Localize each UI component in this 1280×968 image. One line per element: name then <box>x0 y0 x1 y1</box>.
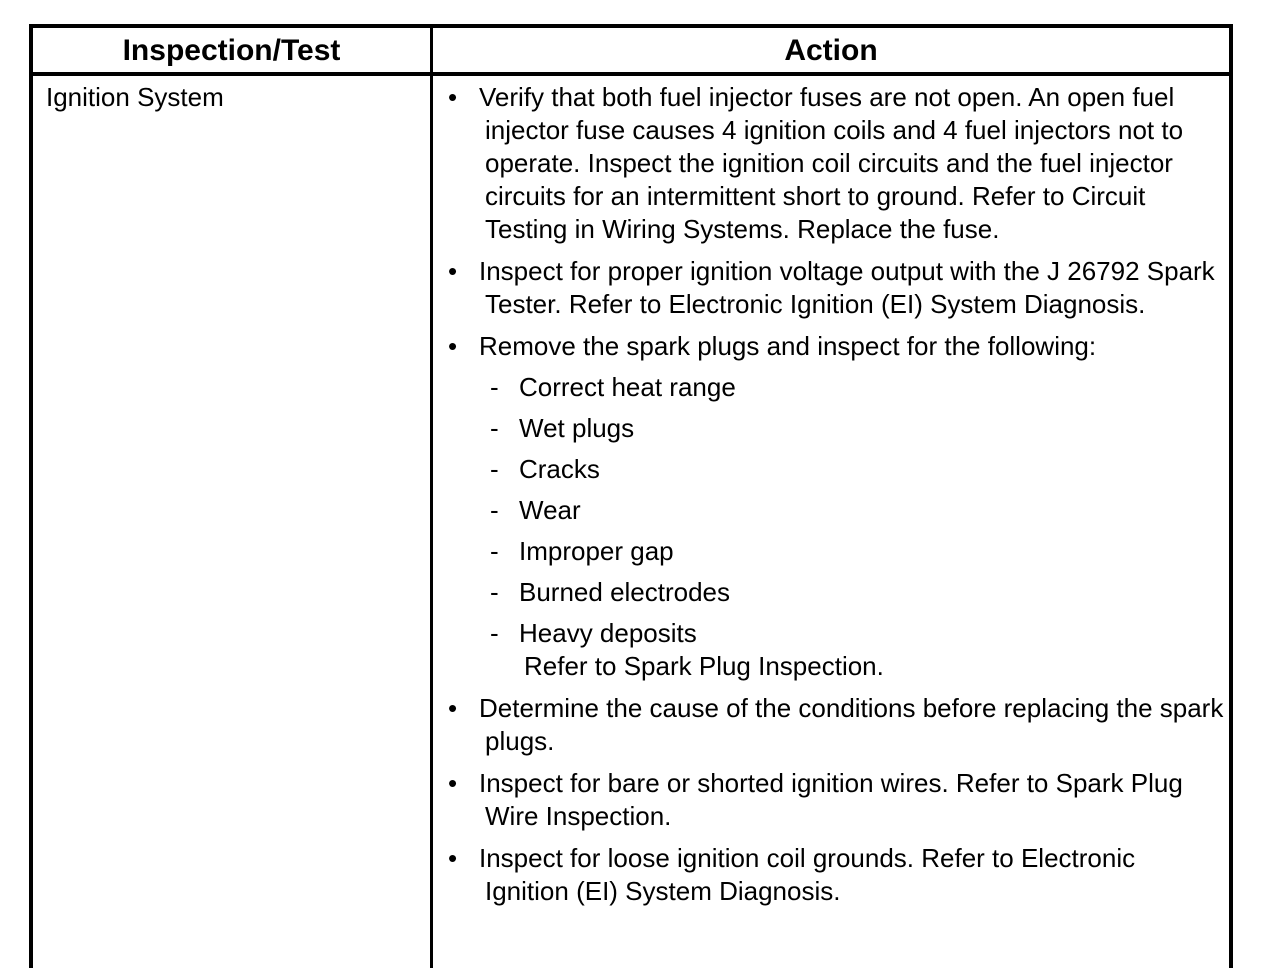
dash-icon: - <box>490 413 499 443</box>
sub-item-text: Cracks <box>519 454 600 484</box>
dash-icon: - <box>490 577 499 607</box>
sub-list <box>479 371 1226 650</box>
sub-item-text: Wet plugs <box>519 413 635 443</box>
header-action: Action <box>784 34 878 67</box>
dash-icon: - <box>490 454 499 484</box>
bullet-icon: • <box>448 768 458 798</box>
dash-icon: - <box>490 536 499 566</box>
action-item-text: Determine the cause of the conditions before replacing the spark plugs. <box>479 693 1224 756</box>
sub-item-text: Heavy deposits <box>519 618 697 648</box>
sub-item <box>484 412 1226 445</box>
column-divider <box>430 28 433 968</box>
dash-icon: - <box>490 495 499 525</box>
action-item <box>446 692 1226 758</box>
sub-item <box>484 535 1226 568</box>
bullet-icon: • <box>448 693 458 723</box>
action-item-text: Remove the spark plugs and inspect for the following: <box>479 331 1097 361</box>
action-item-text: Inspect for bare or shorted ignition wires. Refer to Spark Plug Wire Inspection. <box>479 768 1183 831</box>
bullet-icon: • <box>448 82 458 112</box>
sub-item-text: Wear <box>519 495 581 525</box>
bullet-icon: • <box>448 331 458 361</box>
bullet-icon: • <box>448 843 458 873</box>
diagnostic-table <box>29 24 1233 968</box>
action-item-text: Verify that both fuel injector fuses are not open. An open fuel injector fuse causes 4 ignition coils and 4 fuel injectors not to operate. Inspect the ignition coil circuits and the fuel injector circuits for an intermittent short to ground. Refer to Circuit Testing in Wiring Systems. Replace the fuse. <box>479 82 1184 244</box>
dash-icon: - <box>490 618 499 648</box>
action-item-text: Inspect for proper ignition voltage output with the J 26792 Spark Tester. Refer to Electronic Ignition (EI) System Diagnosis. <box>479 256 1215 319</box>
action-item <box>446 767 1226 833</box>
sub-item-text: Correct heat range <box>519 372 736 402</box>
sub-item-text: Burned electrodes <box>519 577 731 607</box>
dash-icon: - <box>490 372 499 402</box>
action-cell <box>446 81 1226 917</box>
sub-item-text: Improper gap <box>519 536 674 566</box>
sub-item <box>484 576 1226 609</box>
action-item-text: Inspect for loose ignition coil grounds. Refer to Electronic Ignition (EI) System Diagnosis. <box>479 843 1136 906</box>
action-item <box>446 842 1226 908</box>
table-header <box>33 28 1229 76</box>
action-item <box>446 255 1226 321</box>
bullet-icon: • <box>448 256 458 286</box>
sub-item <box>484 494 1226 527</box>
sub-item <box>484 453 1226 486</box>
action-item <box>446 81 1226 246</box>
sub-item <box>484 371 1226 404</box>
header-inspection-test: Inspection/Test <box>122 34 341 67</box>
sub-list-reference: Refer to Spark Plug Inspection. <box>524 651 884 681</box>
sub-item <box>484 617 1226 650</box>
inspection-cell: Ignition System <box>46 82 224 112</box>
action-item <box>446 330 1226 683</box>
